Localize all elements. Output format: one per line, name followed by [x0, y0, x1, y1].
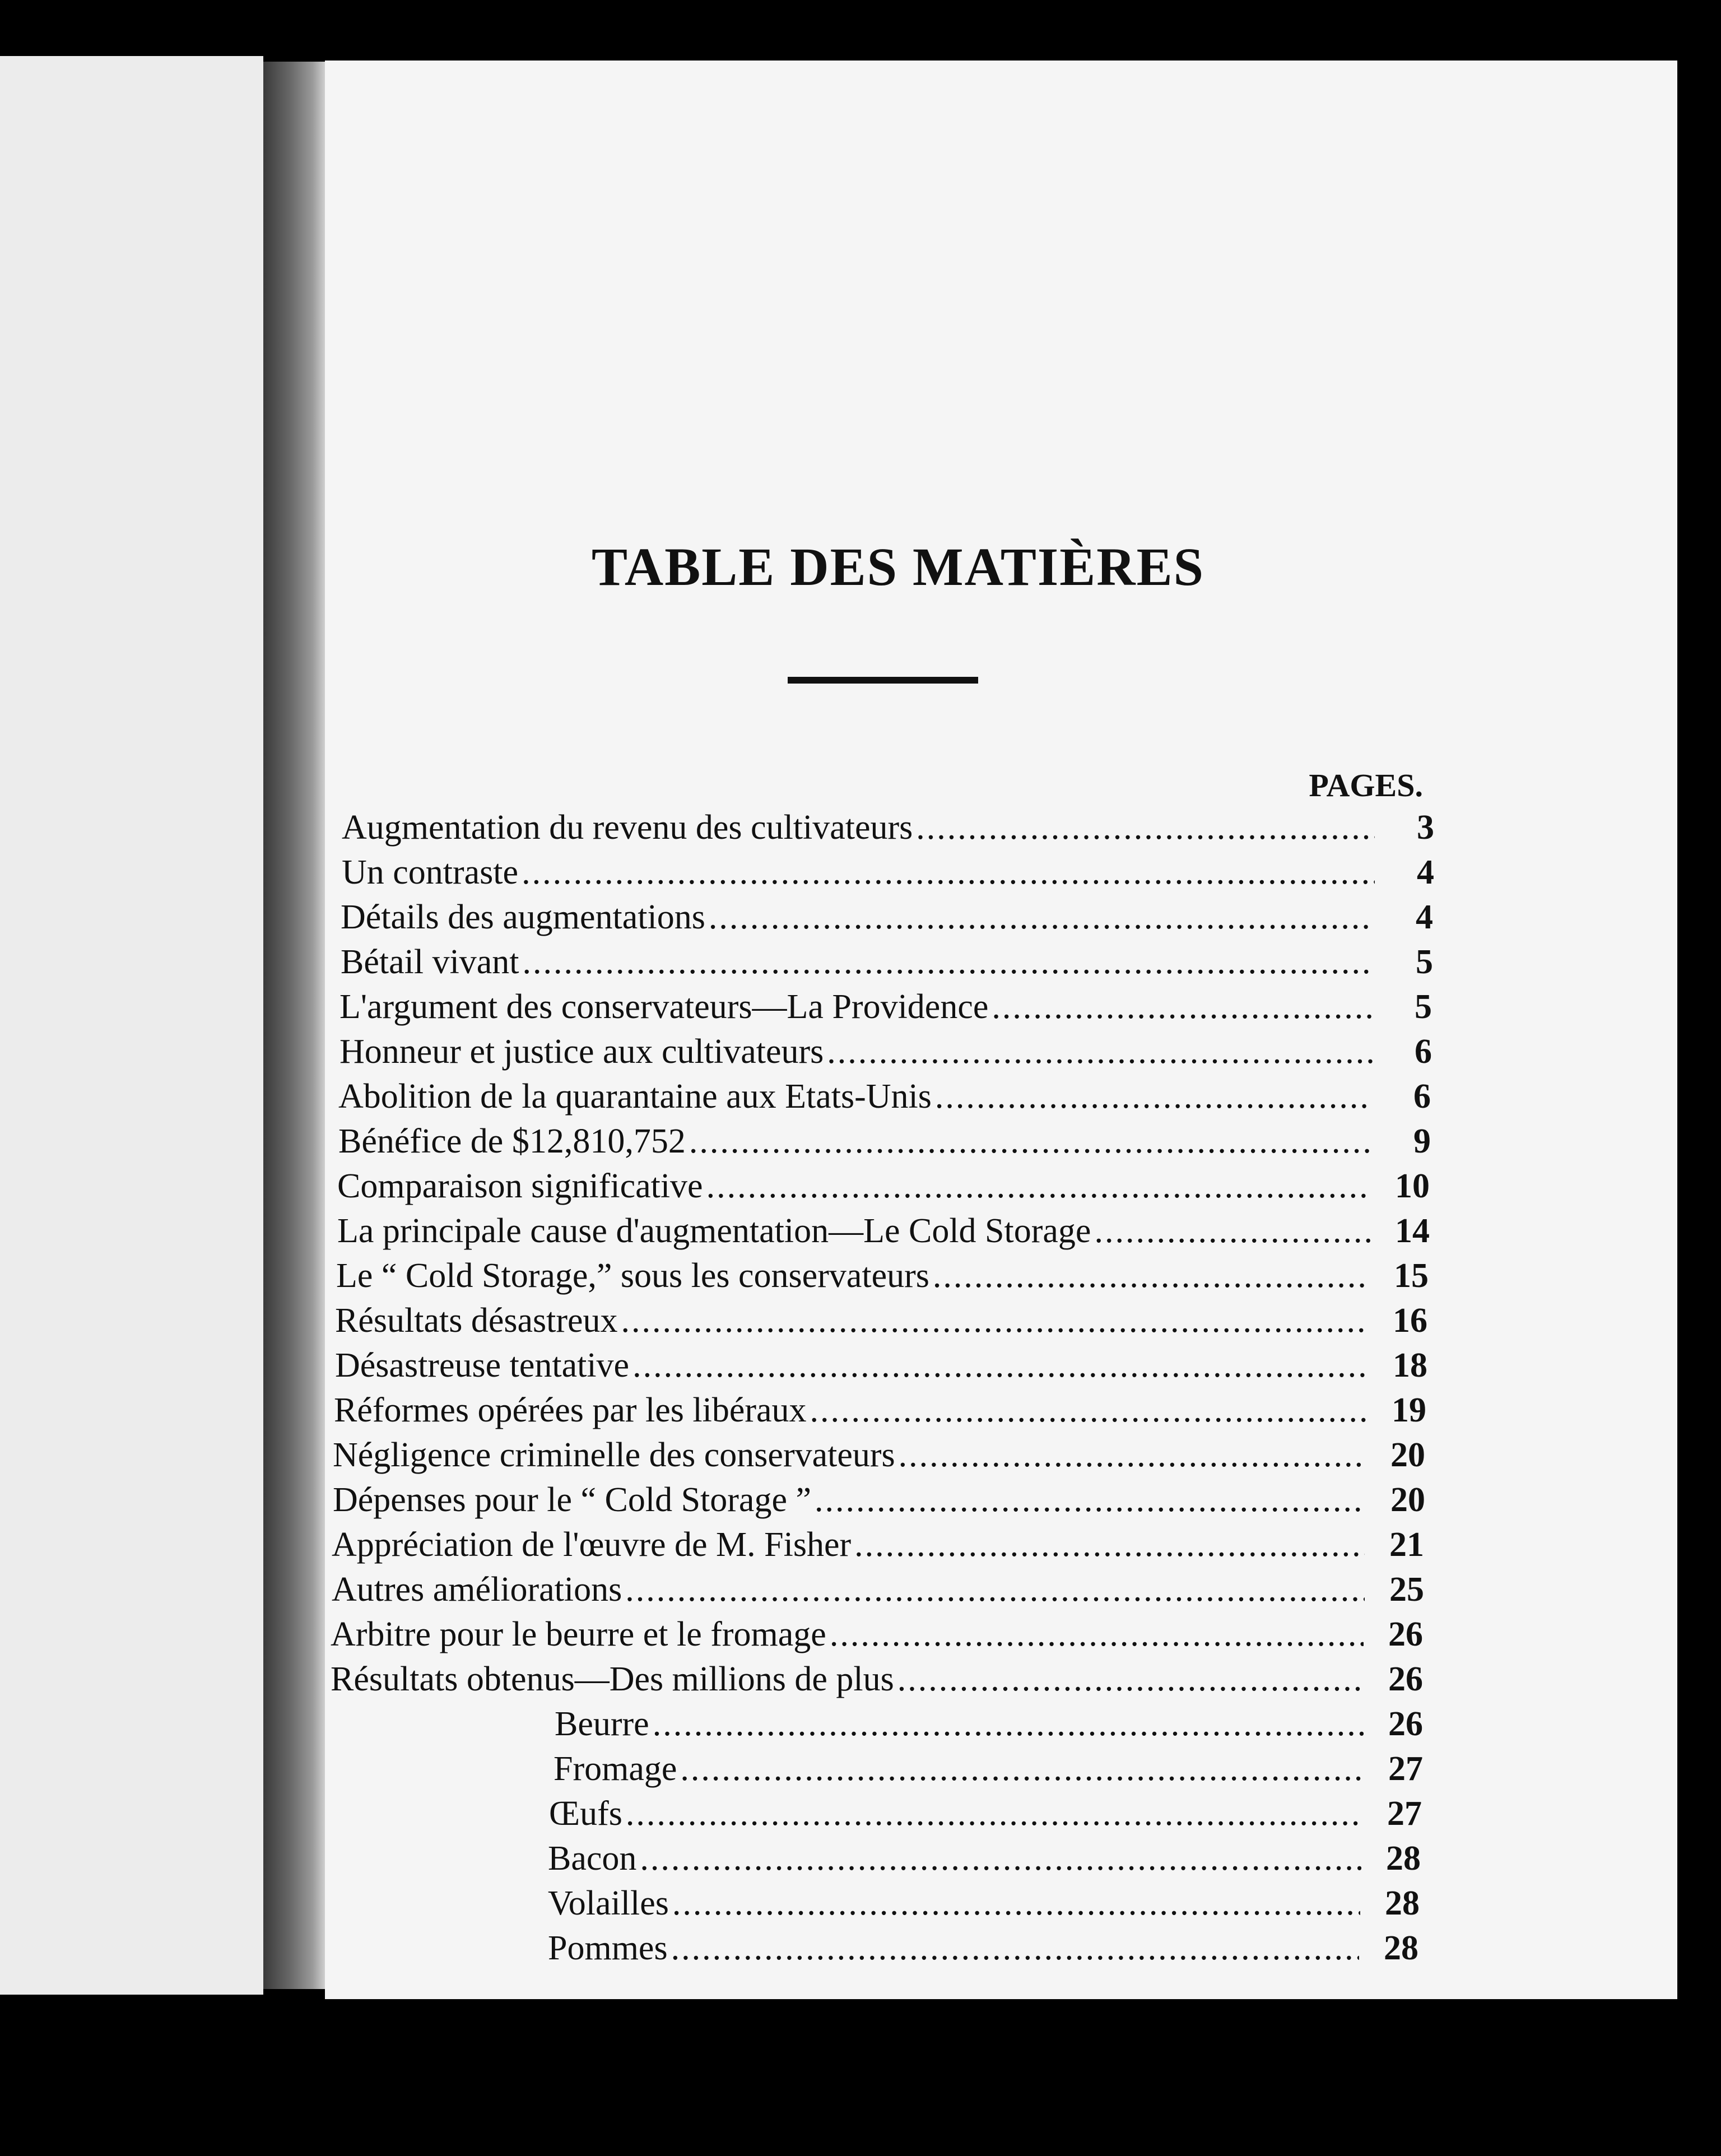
toc-entry-page: 15: [1394, 1257, 1429, 1295]
toc-entry[interactable]: [337, 1204, 1430, 1248]
toc-entry-page: 18: [1393, 1346, 1427, 1384]
toc-entry-page: 14: [1395, 1212, 1430, 1250]
toc-entry-page: 20: [1390, 1481, 1425, 1519]
leader-dots: [709, 900, 1374, 935]
toc-entry[interactable]: [341, 935, 1433, 979]
toc-sub-entry[interactable]: [548, 1831, 1421, 1876]
toc-entry-page: 27: [1387, 1795, 1422, 1833]
toc-entry[interactable]: [337, 1159, 1430, 1204]
leader-dots: [621, 1303, 1368, 1338]
document-page: [325, 61, 1677, 1999]
toc-entry[interactable]: [342, 800, 1434, 845]
leader-dots: [626, 1796, 1362, 1831]
toc-entry-title: L'argument des conservateurs—La Providence: [339, 988, 989, 1026]
toc-entry-page: 21: [1389, 1526, 1424, 1564]
toc-entry[interactable]: [335, 1293, 1427, 1338]
leader-dots: [992, 989, 1373, 1024]
toc-entry-title: Négligence criminelle des conservateurs: [333, 1436, 895, 1474]
leader-dots: [522, 855, 1375, 890]
leader-dots: [827, 1034, 1373, 1069]
toc-entry[interactable]: [332, 1517, 1424, 1562]
toc-entry-page: 25: [1389, 1570, 1424, 1609]
toc-entry-page: 28: [1386, 1839, 1421, 1878]
toc-sub-entry[interactable]: [548, 1876, 1420, 1921]
toc-entry-page: 10: [1395, 1167, 1430, 1205]
toc-entry-title: Appréciation de l'œuvre de M. Fisher: [332, 1526, 852, 1564]
toc-entry[interactable]: [339, 979, 1432, 1024]
facing-page: [0, 56, 263, 1995]
toc-entry-page: 26: [1388, 1615, 1423, 1653]
leader-dots: [671, 1931, 1359, 1966]
toc-entry[interactable]: [338, 1114, 1431, 1159]
toc-entry-page: 28: [1384, 1929, 1418, 1967]
toc-entry-title: Bénéfice de $12,810,752: [338, 1122, 686, 1160]
toc-entry-title: Augmentation du revenu des cultivateurs: [342, 808, 913, 847]
toc-entry-title: Bétail vivant: [341, 943, 519, 981]
toc-entry[interactable]: [335, 1338, 1427, 1383]
toc-entry[interactable]: [341, 890, 1433, 935]
leader-dots: [933, 1258, 1369, 1293]
toc-entry-page: 6: [1413, 1077, 1431, 1116]
toc-entry-title: Comparaison significative: [337, 1167, 703, 1205]
pages-column-header: PAGES.: [1309, 767, 1423, 803]
toc-entry[interactable]: [342, 845, 1434, 890]
toc-entry-title: Fromage: [553, 1750, 677, 1788]
toc-entry-title: Dépenses pour le “ Cold Storage ”: [333, 1481, 811, 1519]
toc-entry-title: Bacon: [548, 1839, 637, 1878]
toc-entry-page: 3: [1417, 808, 1434, 847]
toc-entry[interactable]: [333, 1472, 1425, 1517]
toc-sub-entry[interactable]: [548, 1921, 1418, 1966]
toc-entry[interactable]: [333, 1428, 1425, 1472]
toc-entry-title: Réformes opérées par les libéraux: [334, 1391, 807, 1429]
toc-entry-page: 5: [1416, 943, 1433, 981]
title-rule: [788, 677, 978, 684]
leader-dots: [680, 1751, 1364, 1786]
toc-entry-title: Volailles: [548, 1884, 669, 1922]
leader-dots: [706, 1169, 1370, 1204]
page-title: TABLE DES MATIÈRES: [591, 537, 1205, 597]
toc-entry-title: Abolition de la quarantaine aux Etats-Unis: [338, 1077, 932, 1116]
toc-entry-title: Le “ Cold Storage,” sous les conservateurs: [336, 1257, 929, 1295]
leader-dots: [810, 1393, 1367, 1428]
toc-entry-page: 16: [1393, 1302, 1427, 1340]
leader-dots: [815, 1483, 1366, 1517]
toc-entry-page: 26: [1388, 1705, 1423, 1743]
toc-sub-entry[interactable]: [553, 1741, 1423, 1786]
toc-entry[interactable]: [332, 1562, 1424, 1607]
toc-entry-title: Beurre: [555, 1705, 649, 1743]
toc-entry-page: 28: [1385, 1884, 1420, 1922]
toc-entry[interactable]: [331, 1607, 1423, 1652]
leader-dots: [523, 945, 1374, 979]
toc-entry-page: 9: [1413, 1122, 1431, 1160]
leader-dots: [899, 1438, 1366, 1472]
toc-entry-title: Autres améliorations: [332, 1570, 622, 1609]
table-of-contents: [325, 800, 1671, 1988]
toc-entry-page: 26: [1388, 1660, 1423, 1698]
leader-dots: [897, 1662, 1364, 1697]
toc-entry-title: Désastreuse tentative: [335, 1346, 630, 1384]
toc-entry-title: Résultats désastreux: [335, 1302, 618, 1340]
toc-entry[interactable]: [336, 1248, 1429, 1293]
toc-entry[interactable]: [331, 1652, 1423, 1697]
toc-sub-entry[interactable]: [549, 1786, 1422, 1831]
toc-entry-page: 6: [1415, 1033, 1432, 1071]
leader-dots: [653, 1707, 1364, 1741]
toc-sub-entry[interactable]: [555, 1697, 1423, 1741]
leader-dots: [640, 1841, 1361, 1876]
toc-entry-title: Un contraste: [342, 853, 519, 891]
toc-entry-title: Détails des augmentations: [341, 898, 705, 936]
leader-dots: [689, 1124, 1371, 1159]
toc-entry[interactable]: [338, 1069, 1431, 1114]
toc-entry-page: 27: [1388, 1750, 1423, 1788]
toc-entry-title: Résultats obtenus—Des millions de plus: [331, 1660, 894, 1698]
toc-entry-page: 20: [1390, 1436, 1425, 1474]
toc-entry-title: La principale cause d'augmentation—Le Cold Storage: [337, 1212, 1091, 1250]
leader-dots: [830, 1617, 1364, 1652]
toc-entry[interactable]: [339, 1024, 1432, 1069]
leader-dots: [916, 810, 1375, 845]
leader-dots: [854, 1527, 1365, 1562]
toc-entry-page: 19: [1392, 1391, 1426, 1429]
leader-dots: [625, 1572, 1365, 1607]
toc-entry[interactable]: [334, 1383, 1426, 1428]
leader-dots: [1094, 1214, 1370, 1248]
book-gutter: [263, 62, 325, 1989]
toc-entry-title: Arbitre pour le beurre et le fromage: [331, 1615, 826, 1653]
toc-entry-title: Honneur et justice aux cultivateurs: [339, 1033, 824, 1071]
leader-dots: [672, 1886, 1360, 1921]
toc-entry-page: 4: [1416, 898, 1433, 936]
toc-entry-page: 5: [1415, 988, 1432, 1026]
toc-entry-title: Pommes: [548, 1929, 668, 1967]
toc-entry-page: 4: [1417, 853, 1434, 891]
leader-dots: [935, 1079, 1371, 1114]
toc-entry-title: Œufs: [549, 1795, 622, 1833]
leader-dots: [632, 1348, 1368, 1383]
